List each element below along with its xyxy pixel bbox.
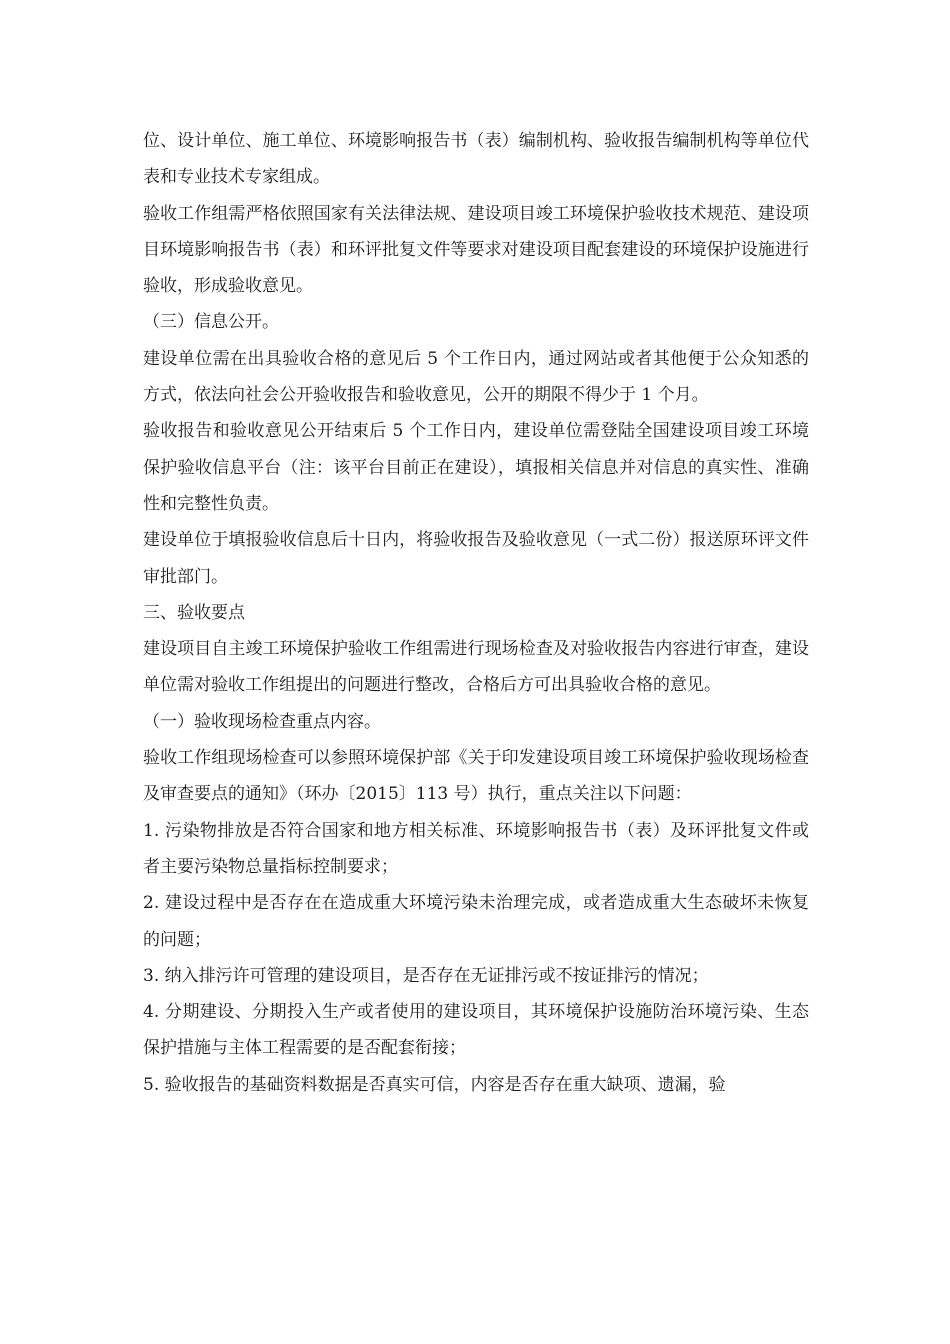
list-item-3: 3. 纳入排污许可管理的建设项目，是否存在无证排污或不按证排污的情况； xyxy=(143,965,709,986)
paragraph-composition: 位、设计单位、施工单位、环境影响报告书（表）编制机构、验收报告编制机构等单位代表和专业技术专家组成。 xyxy=(143,131,809,188)
paragraph-inspection-reference: 验收工作组现场检查可以参照环境保护部《关于印发建设项目竣工环境保护验收现场检查及审查要点的通知》（环办〔2015〕113 号）执行，重点关注以下问题： xyxy=(143,748,809,805)
document-body xyxy=(143,123,809,1103)
section-heading-key-points: 三、验收要点 xyxy=(143,602,245,623)
paragraph-platform-registration: 验收报告和验收意见公开结束后 5 个工作日内，建设单位需登陆全国建设项目竣工环境保护验收信息平台（注：该平台目前正在建设），填报相关信息并对信息的真实性、准确性和完整性负责。 xyxy=(143,421,809,514)
list-item-5: 5. 验收报告的基础资料数据是否真实可信，内容是否存在重大缺项、遗漏，验 xyxy=(143,1074,726,1095)
list-item-2: 2. 建设过程中是否存在在造成重大环境污染未治理完成，或者造成重大生态破坏未恢复的问题； xyxy=(143,893,809,950)
paragraph-acceptance-basis: 验收工作组需严格依照国家有关法律法规、建设项目竣工环境保护验收技术规范、建设项目环境影响报告书（表）和环评批复文件等要求对建设项目配套建设的环境保护设施进行验收，形成验收意见。 xyxy=(143,203,809,297)
section-heading-site-inspection: （一）验收现场检查重点内容。 xyxy=(143,711,381,732)
list-item-4: 4. 分期建设、分期投入生产或者使用的建设项目，其环境保护设施防治环境污染、生态保护措施与主体工程需要的是否配套衔接； xyxy=(143,1002,809,1059)
paragraph-submission: 建设单位于填报验收信息后十日内，将验收报告及验收意见（一式二份）报送原环评文件审批部门。 xyxy=(143,530,809,587)
section-heading-info-disclosure: （三）信息公开。 xyxy=(143,312,279,333)
list-item-1: 1. 污染物排放是否符合国家和地方相关标准、环境影响报告书（表）及环评批复文件或者主要污染物总量指标控制要求； xyxy=(143,820,809,877)
paragraph-public-disclosure: 建设单位需在出具验收合格的意见后 5 个工作日内，通过网站或者其他便于公众知悉的方式，依法向社会公开验收报告和验收意见，公开的期限不得少于 1 个月。 xyxy=(143,348,809,406)
paragraph-inspection-review: 建设项目自主竣工环境保护验收工作组需进行现场检查及对验收报告内容进行审查，建设单位需对验收工作组提出的问题进行整改，合格后方可出具验收合格的意见。 xyxy=(143,639,809,696)
